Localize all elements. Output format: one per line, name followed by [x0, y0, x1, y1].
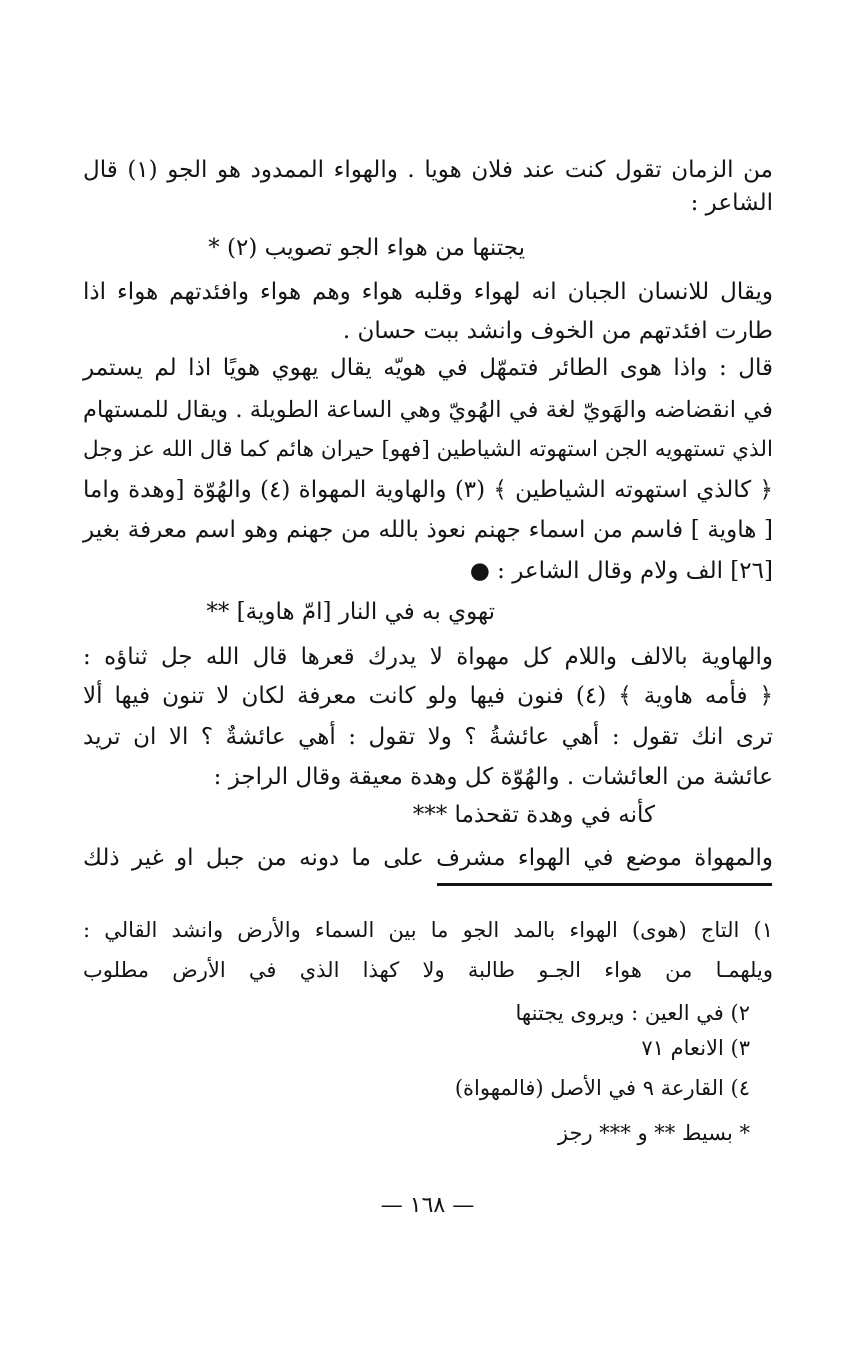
body-line: الذي تستهويه الجن استهوته الشياطين [فهو] حيران هائم كما قال الله عز وجل	[83, 437, 773, 462]
body-line: ترى انك تقول : أهي عائشةُ ؟ ولا تقول : أهي عائشةٌ ؟ الا ان تريد	[83, 724, 773, 750]
footnote-line: ١) التاج (هوى) الهواء بالمد الجو ما بين السماء والأرض وانشد القالي :	[83, 918, 773, 942]
verse-line: يجتنها من هواء الجو تصويب (٢) *	[208, 235, 525, 261]
footnote-line: ٣) الانعام ٧١	[641, 1036, 750, 1060]
body-line: عائشة من العائشات . والهُوّة كل وهدة معيقة وقال الراجز :	[213, 764, 773, 790]
body-line: ويقال للانسان الجبان انه لهواء وقلبه هواء وهم هواء وافئدتهم هواء اذا	[83, 279, 773, 305]
verse-line: كأنه في وهدة تقحذما ***	[412, 802, 655, 828]
page-number: — ١٦٨ —	[380, 1193, 475, 1218]
footnote-line: ٤) القارعة ٩ في الأصل (فالمهواة)	[454, 1076, 750, 1100]
body-line: في انقضاضه والهَويّ لغة في الهُويّ وهي الساعة الطويلة . ويقال للمستهام	[83, 397, 773, 423]
body-line: [٢٦] الف ولام وقال الشاعر : ●	[469, 558, 773, 584]
footnote-line: ويلهمـا من هواء الجـو طالبة ولا كهذا الذي في الأرض مطلوب	[83, 958, 773, 982]
body-line: والهاوية بالالف واللام كل مهواة لا يدرك قعرها قال الله جل ثناؤه :	[83, 644, 773, 670]
body-line: طارت افئدتهم من الخوف وانشد ببت حسان .	[342, 318, 773, 344]
body-line: الشاعر :	[690, 190, 773, 216]
body-line: [ هاوية ] فاسم من اسماء جهنم نعوذ بالله من جهنم وهو اسم معرفة بغير	[83, 517, 773, 543]
verse-line: تهوي به في النار [امّ هاوية] **	[206, 599, 495, 625]
body-line: من الزمان تقول كنت عند فلان هويا . والهواء الممدود هو الجو (١) قال	[83, 157, 773, 183]
footnote-separator	[437, 883, 772, 886]
footnote-line: ٢) في العين : ويروى يجتنها	[515, 1001, 750, 1025]
body-line: ﴿ فأمه هاوية ﴾ (٤) فنون فيها ولو كانت معرفة لكان لا تنون فيها ألا	[83, 683, 773, 709]
footnote-line: * بسيط ** و *** رجز	[557, 1121, 750, 1145]
body-line: والمهواة موضع في الهواء مشرف على ما دونه من جبل او غير ذلك	[83, 845, 773, 871]
body-line: قال : واذا هوى الطائر فتمهّل في هويّه يقال يهوي هويًا اذا لم يستمر	[83, 355, 773, 381]
body-line: ﴿ كالذي استهوته الشياطين ﴾ (٣) والهاوية المهواة (٤) والهُوّة [وهدة واما	[83, 477, 774, 503]
